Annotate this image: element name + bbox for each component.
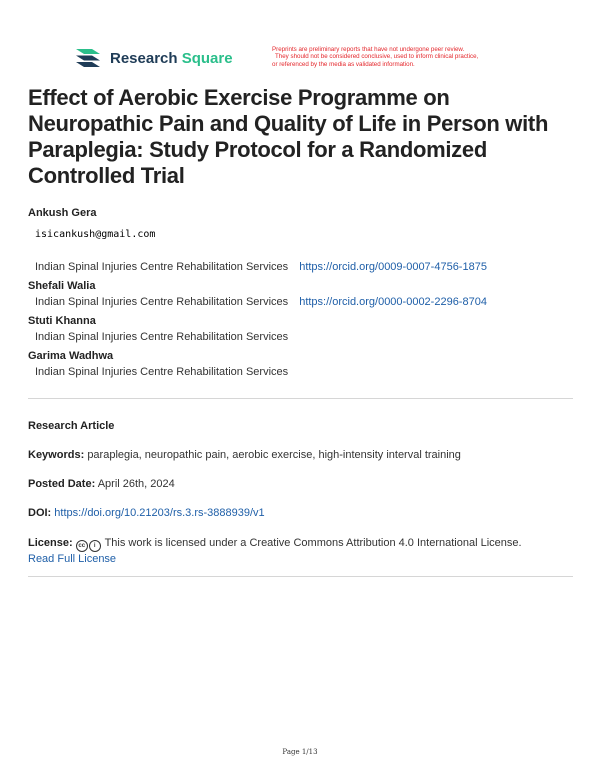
affiliation-text: Indian Spinal Injuries Centre Rehabilitation Services bbox=[35, 261, 289, 273]
author-name: Stuti Khanna bbox=[28, 315, 96, 327]
author-affiliation bbox=[35, 260, 578, 274]
preprint-disclaimer bbox=[272, 46, 542, 68]
disclaimer-line: Preprints are preliminary reports that have not undergone peer review. bbox=[272, 46, 465, 53]
posted-date-label: Posted Date: bbox=[28, 478, 96, 490]
research-square-logo[interactable] bbox=[74, 47, 233, 69]
author-name: Garima Wadhwa bbox=[28, 350, 114, 362]
divider bbox=[28, 576, 573, 577]
affiliation-text: Indian Spinal Injuries Centre Rehabilitation Services bbox=[35, 296, 289, 308]
cc-icon: cc bbox=[76, 540, 88, 552]
page-number: Page 1/13 bbox=[282, 748, 318, 756]
read-full-license-link[interactable]: Read Full License bbox=[28, 553, 117, 565]
disclaimer-line: They should not be considered conclusive, used to inform clinical practice, bbox=[275, 53, 479, 61]
affiliation-text: Indian Spinal Injuries Centre Rehabilitation Services bbox=[35, 366, 289, 378]
logo-wordmark bbox=[110, 50, 233, 67]
orcid-link[interactable]: https://orcid.org/0000-0002-2296-8704 bbox=[299, 296, 487, 308]
logo-word-square: Square bbox=[181, 49, 233, 67]
research-square-logo-icon bbox=[74, 47, 102, 69]
disclaimer-line: or referenced by the media as validated information. bbox=[272, 60, 415, 68]
by-icon: i bbox=[89, 540, 101, 552]
author-list bbox=[28, 206, 578, 384]
author-email: isicankush@gmail.com bbox=[35, 229, 156, 240]
keywords-row bbox=[28, 448, 573, 462]
author-affiliation bbox=[35, 295, 578, 309]
doi-link[interactable]: https://doi.org/10.21203/rs.3.rs-3888939/v1 bbox=[54, 507, 265, 519]
license-text: This work is licensed under a Creative Commons Attribution 4.0 International License. bbox=[104, 537, 522, 549]
article-type bbox=[28, 419, 573, 433]
paper-title: Effect of Aerobic Exercise Programme on Neuropathic Pain and Quality of Life in Person with Paraplegia: Study Protocol for a Randomized Controlled Trial bbox=[28, 85, 549, 188]
logo-word-research: Research bbox=[110, 49, 178, 67]
doi-row bbox=[28, 506, 573, 520]
divider bbox=[28, 398, 573, 399]
author-name: Ankush Gera bbox=[28, 207, 97, 219]
author-name: Shefali Walia bbox=[28, 280, 96, 292]
keywords-value: paraplegia, neuropathic pain, aerobic exercise, high-intensity interval training bbox=[87, 449, 461, 461]
license-label: License: bbox=[28, 537, 73, 549]
article-type-label: Research Article bbox=[28, 420, 115, 432]
author-affiliation bbox=[35, 330, 578, 344]
orcid-link[interactable]: https://orcid.org/0009-0007-4756-1875 bbox=[299, 261, 487, 273]
affiliation-text: Indian Spinal Injuries Centre Rehabilitation Services bbox=[35, 331, 289, 343]
doi-label: DOI: bbox=[28, 507, 52, 519]
posted-date-row bbox=[28, 477, 573, 491]
posted-date-value: April 26th, 2024 bbox=[97, 478, 175, 490]
author-block bbox=[28, 349, 578, 379]
author-block bbox=[28, 279, 578, 309]
keywords-label: Keywords: bbox=[28, 449, 85, 461]
license-row bbox=[28, 536, 573, 566]
author-affiliation bbox=[35, 365, 578, 379]
author-block bbox=[28, 206, 578, 274]
author-block bbox=[28, 314, 578, 344]
